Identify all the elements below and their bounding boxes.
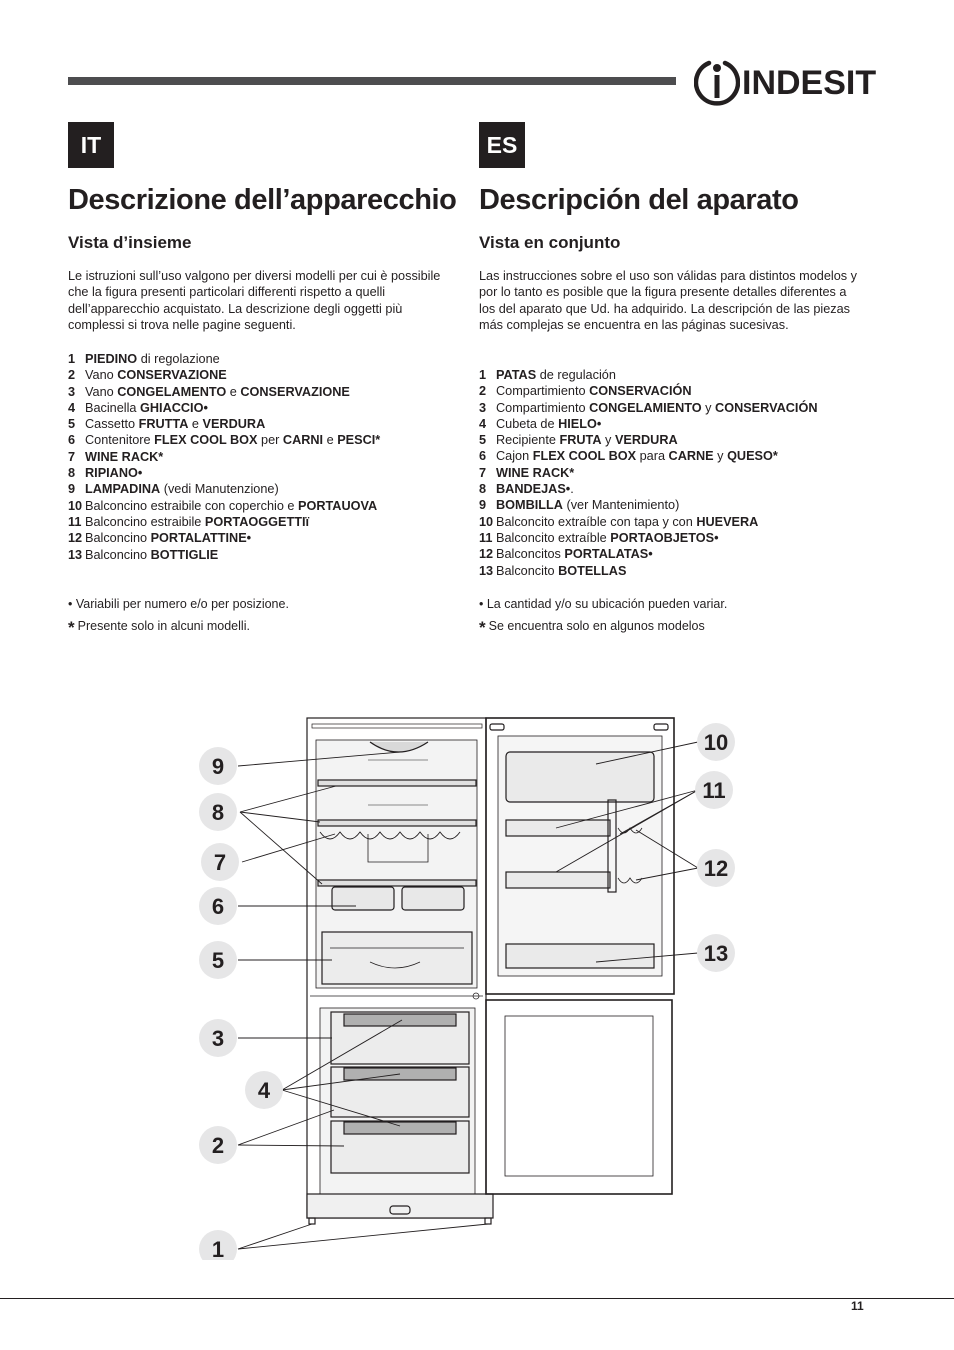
list-item bbox=[68, 351, 380, 367]
item-part-text: Balconcito bbox=[496, 563, 559, 578]
parts-list-es bbox=[479, 367, 817, 579]
item-part-text: (vedi Manutenzione) bbox=[160, 482, 279, 497]
item-number: 4 bbox=[479, 416, 487, 431]
item-part-bold: FLEX COOL BOX bbox=[154, 433, 258, 448]
page-number: 11 bbox=[851, 1299, 864, 1313]
note-variable-it: • Variabili per numero e/o per posizione. bbox=[68, 597, 289, 611]
parts-list-it bbox=[68, 351, 380, 563]
brand-logo-icon bbox=[694, 58, 740, 108]
item-part-bold: VERDURA bbox=[202, 417, 266, 432]
item-part-text: Balconcito extraíble bbox=[496, 530, 611, 545]
item-part-text: Bacinella bbox=[85, 400, 141, 415]
callout-number: 1 bbox=[211, 1237, 225, 1260]
list-item bbox=[68, 465, 380, 481]
item-part-text: e bbox=[323, 433, 338, 448]
foot bbox=[485, 1218, 491, 1224]
item-part-bold: PORTAOGGETTIï bbox=[204, 514, 309, 529]
list-item bbox=[68, 481, 380, 497]
callout-number: 13 bbox=[703, 941, 729, 966]
item-number: 11 bbox=[68, 514, 82, 529]
list-item bbox=[479, 416, 817, 432]
note-variable-es: • La cantidad y/o su ubicación pueden variar. bbox=[479, 597, 728, 611]
door-balcony bbox=[506, 820, 610, 836]
item-part-text: (ver Mantenimiento) bbox=[562, 498, 680, 513]
item-part-bold: CONSERVAZIONE bbox=[117, 368, 227, 383]
item-part-text: Balconcino bbox=[85, 547, 151, 562]
item-part-text: para bbox=[636, 449, 669, 464]
item-part-text: Recipiente bbox=[496, 433, 560, 448]
list-item bbox=[68, 530, 380, 546]
item-part-text: Contenitore bbox=[85, 433, 155, 448]
item-part-bold: FLEX COOL BOX bbox=[532, 449, 637, 464]
egg-compartment bbox=[506, 752, 654, 802]
asterisk-symbol: * bbox=[479, 618, 486, 637]
item-part-text: Balconcino estraibile bbox=[85, 514, 205, 529]
item-part-bold: HIELO• bbox=[558, 416, 602, 431]
item-part-bold: PORTALATAS• bbox=[564, 547, 653, 562]
item-number: 13 bbox=[68, 547, 83, 562]
item-part-text: e bbox=[188, 417, 203, 432]
item-number: 6 bbox=[68, 433, 76, 448]
door-balcony bbox=[506, 872, 610, 888]
item-part-text: Balconcino estraibile con coperchio e bbox=[85, 498, 298, 513]
list-item bbox=[68, 400, 380, 416]
item-part-bold: HUEVERA bbox=[696, 514, 759, 529]
shelf bbox=[318, 880, 476, 886]
flex-cool-box bbox=[332, 887, 394, 910]
brand-name: INDESIT bbox=[742, 64, 877, 102]
asterisk-symbol: * bbox=[68, 618, 75, 637]
list-item bbox=[479, 546, 817, 562]
item-number: 8 bbox=[479, 482, 487, 497]
title-it: Descrizione dell’apparecchio bbox=[68, 184, 457, 216]
callout-number: 9 bbox=[211, 754, 225, 779]
item-part-text: y bbox=[601, 433, 615, 448]
list-item bbox=[479, 383, 817, 399]
item-part-bold: FRUTA bbox=[559, 433, 602, 448]
list-item bbox=[479, 432, 817, 448]
footer-rule bbox=[0, 1298, 954, 1299]
item-number: 11 bbox=[479, 530, 493, 545]
note-star-es bbox=[479, 618, 705, 636]
item-number: 5 bbox=[479, 433, 487, 448]
callout-number: 11 bbox=[702, 778, 726, 803]
item-part-bold: CONGELAMIENTO bbox=[589, 400, 702, 415]
shelf bbox=[318, 820, 476, 826]
list-item bbox=[479, 367, 817, 383]
item-part-text: . bbox=[570, 482, 574, 497]
foot bbox=[309, 1218, 315, 1224]
callout-number: 3 bbox=[211, 1026, 225, 1051]
lang-badge-es: ES bbox=[479, 122, 525, 168]
item-part-text: Balconcito extraíble con tapa y con bbox=[496, 514, 697, 529]
subtitle-it: Vista d’insieme bbox=[68, 233, 192, 252]
callout-number: 8 bbox=[211, 800, 225, 825]
item-number: 2 bbox=[68, 368, 76, 383]
subtitle-es: Vista en conjunto bbox=[479, 233, 621, 252]
item-number: 13 bbox=[479, 563, 494, 578]
list-item bbox=[68, 367, 380, 383]
item-number: 8 bbox=[68, 466, 76, 481]
item-part-text: Cubeta de bbox=[496, 416, 559, 431]
item-part-text: Compartimiento bbox=[496, 384, 590, 399]
item-part-bold: CARNE bbox=[668, 449, 714, 464]
item-part-text: Cassetto bbox=[85, 417, 139, 432]
refrigerator-diagram bbox=[0, 700, 954, 1260]
item-number: 10 bbox=[68, 498, 83, 513]
flex-cool-box bbox=[402, 887, 464, 910]
item-number: 3 bbox=[479, 400, 487, 415]
item-part-bold: LAMPADINA bbox=[85, 482, 161, 497]
list-item bbox=[479, 465, 817, 481]
item-part-text: per bbox=[257, 433, 283, 448]
intro-it: Le istruzioni sull’uso valgono per diversi modelli per cui è possibile che la figura presenti particolari differenti rispetto a quelli dell’apparecchio acquistato. La descrizione degli oggetti più complessi si trova nelle pagine seguenti. bbox=[68, 269, 441, 333]
item-part-text: Balconcitos bbox=[496, 547, 565, 562]
list-item bbox=[479, 530, 817, 546]
item-part-text: y bbox=[701, 400, 716, 415]
item-part-bold: FRUTTA bbox=[138, 417, 189, 432]
list-item bbox=[479, 481, 817, 497]
item-part-text: de regulación bbox=[536, 368, 616, 382]
callout-number: 10 bbox=[703, 730, 729, 755]
item-part-bold: GHIACCIO• bbox=[140, 400, 208, 415]
item-part-bold: CONSERVACIÓN bbox=[715, 400, 818, 415]
list-item bbox=[479, 400, 817, 416]
callout-number: 2 bbox=[211, 1133, 225, 1158]
item-part-text: e bbox=[226, 384, 241, 399]
item-part-text: di regolazione bbox=[137, 352, 220, 366]
item-part-text: Cajon bbox=[496, 449, 533, 464]
item-part-text: Balconcino bbox=[85, 531, 151, 546]
item-part-bold: VERDURA bbox=[614, 433, 678, 448]
item-part-bold: CARNI bbox=[282, 433, 324, 448]
list-item bbox=[479, 448, 817, 464]
item-number: 10 bbox=[479, 514, 494, 529]
lang-badge-it: IT bbox=[68, 122, 114, 168]
title-es: Descripción del aparato bbox=[479, 184, 799, 216]
item-number: 7 bbox=[68, 449, 76, 464]
list-item bbox=[68, 449, 380, 465]
item-part-bold: BOMBILLA bbox=[496, 498, 563, 513]
item-part-bold: PESCI* bbox=[337, 433, 381, 448]
item-number: 5 bbox=[68, 417, 76, 432]
item-part-text: y bbox=[713, 449, 728, 464]
item-part-text: Compartimiento bbox=[496, 400, 590, 415]
freezer-door bbox=[486, 1000, 672, 1194]
item-number: 12 bbox=[68, 531, 83, 546]
note-star-text: Se encuentra solo en algunos modelos bbox=[488, 619, 705, 633]
item-part-bold: QUESO* bbox=[727, 449, 778, 464]
list-item bbox=[479, 514, 817, 530]
item-part-bold: CONGELAMENTO bbox=[117, 384, 227, 399]
item-part-bold: PORTAOBJETOS• bbox=[610, 530, 719, 545]
header-rule bbox=[68, 77, 676, 85]
item-number: 6 bbox=[479, 449, 487, 464]
item-number: 7 bbox=[479, 465, 487, 480]
note-star-text: Presente solo in alcuni modelli. bbox=[77, 619, 250, 633]
intro-es: Las instrucciones sobre el uso son válidas para distintos modelos y por lo tanto es posible que la figura presente detalles diferentes a los del aparato que Ud. ha adquirido. La descripción de las piezas más complejas se encuentra en las páginas sucesivas. bbox=[479, 269, 858, 333]
item-part-bold: WINE RACK* bbox=[496, 465, 575, 480]
item-part-bold: BOTELLAS bbox=[558, 563, 627, 578]
item-part-bold: RIPIANO• bbox=[85, 466, 143, 481]
list-item bbox=[68, 498, 380, 514]
item-part-bold: PIEDINO bbox=[85, 352, 138, 366]
item-number: 1 bbox=[479, 368, 487, 382]
brand-logo bbox=[694, 58, 877, 108]
shelf bbox=[318, 780, 476, 786]
list-item bbox=[68, 384, 380, 400]
item-part-text: Vano bbox=[85, 384, 118, 399]
item-part-text: Vano bbox=[85, 368, 118, 383]
list-item bbox=[479, 497, 817, 513]
item-part-bold: PATAS bbox=[496, 368, 537, 382]
item-part-bold: PORTALATTINE• bbox=[150, 531, 252, 546]
list-item bbox=[68, 547, 380, 563]
item-number: 9 bbox=[68, 482, 76, 497]
item-part-bold: PORTAUOVA bbox=[298, 498, 378, 513]
list-item bbox=[68, 514, 380, 530]
list-item bbox=[479, 563, 817, 579]
bottle-balcony bbox=[506, 944, 654, 968]
list-item bbox=[68, 432, 380, 448]
item-part-bold: CONSERVAZIONE bbox=[240, 384, 350, 399]
item-part-bold: BANDEJAS• bbox=[496, 482, 571, 497]
item-number: 2 bbox=[479, 384, 487, 399]
crisper-drawer bbox=[322, 932, 472, 984]
item-part-bold: WINE RACK* bbox=[85, 449, 164, 464]
callout-number: 12 bbox=[703, 856, 729, 881]
note-star-it bbox=[68, 618, 250, 636]
callout-number: 5 bbox=[211, 948, 225, 973]
list-item bbox=[68, 416, 380, 432]
item-number: 9 bbox=[479, 498, 487, 513]
item-part-bold: BOTTIGLIE bbox=[150, 547, 219, 562]
callout-number: 4 bbox=[257, 1078, 271, 1103]
callout-number: 6 bbox=[211, 894, 225, 919]
item-number: 4 bbox=[68, 400, 76, 415]
item-number: 12 bbox=[479, 547, 494, 562]
item-part-bold: CONSERVACIÓN bbox=[589, 384, 692, 399]
item-number: 1 bbox=[68, 352, 76, 366]
item-number: 3 bbox=[68, 384, 76, 399]
callout-number: 7 bbox=[213, 850, 227, 875]
